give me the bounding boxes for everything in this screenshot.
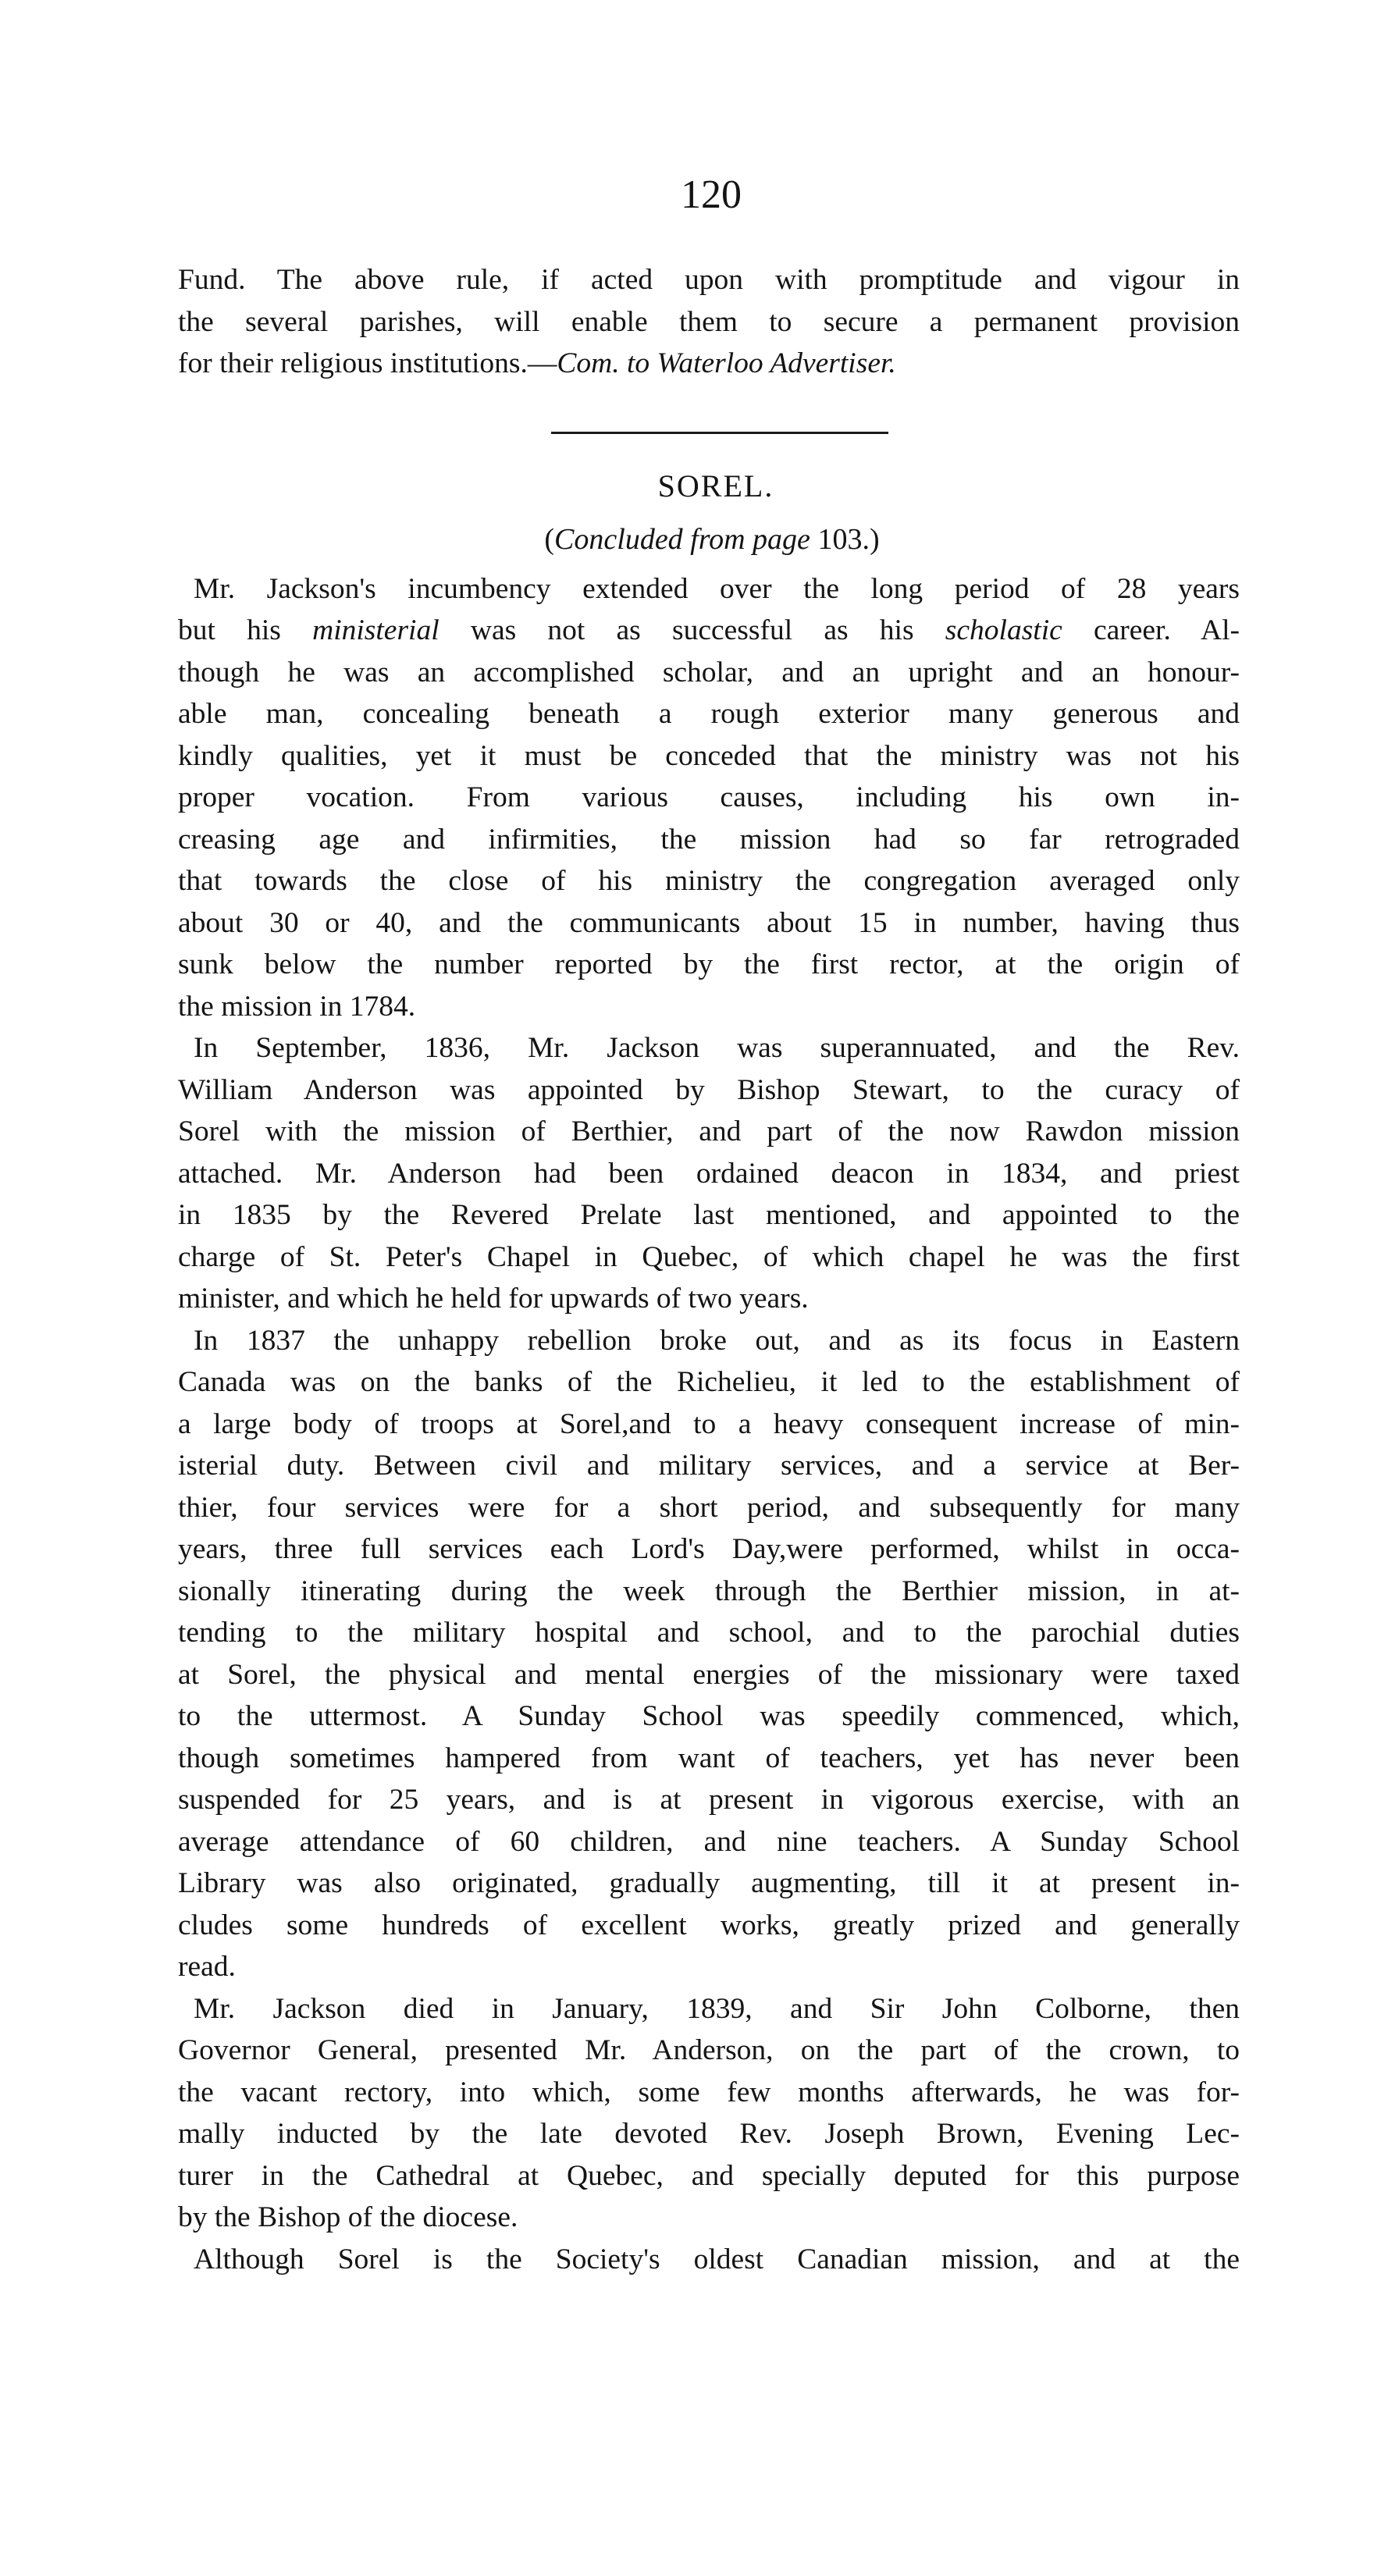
subtitle-page-ref: 103.) [810, 522, 880, 556]
text-line: read. [178, 1951, 236, 1983]
text-line: though he was an accomplished scholar, and an upright and an honour- [178, 656, 1240, 688]
text-line: the several parishes, will enable them to secure a permanent provision [178, 305, 1240, 338]
body-text [178, 568, 1240, 2281]
source-lead-text: for their religious institutions.— [178, 347, 557, 379]
text-line [178, 343, 1240, 385]
text-line: turer in the Cathedral at Quebec, and specially deputed for this purpose [178, 2159, 1240, 2192]
text-line: in 1835 by the Revered Prelate last mentioned, and appointed to the [178, 1199, 1240, 1231]
text-line: suspended for 25 years, and is at present in vigorous exercise, with an [178, 1784, 1240, 1816]
text-line: that towards the close of his ministry the congregation averaged only [178, 865, 1240, 897]
text-line: Although Sorel is the Society's oldest Canadian mission, and at the [194, 2243, 1240, 2275]
book-page [178, 172, 1240, 2280]
text-line: the vacant rectory, into which, some few months afterwards, he was for- [178, 2076, 1240, 2108]
emphasis-text: ministerial [312, 614, 439, 646]
text-line: the mission in 1784. [178, 990, 416, 1023]
text-line: isterial duty. Between civil and military services, and a service at Ber- [178, 1450, 1240, 1482]
text-line: average attendance of 60 children, and nine teachers. A Sunday School [178, 1825, 1240, 1858]
text-line: but his ministerial was not as successful as his scholastic career. Al- [178, 614, 1240, 646]
text-line: sunk below the number reported by the first rector, at the origin of [178, 948, 1240, 980]
paragraph [178, 1027, 1240, 1320]
text-line: cludes some hundreds of excellent works, greatly prized and generally [178, 1909, 1240, 1941]
text-line: mally inducted by the late devoted Rev. Joseph Brown, Evening Lec- [178, 2118, 1240, 2150]
section-subtitle [178, 518, 1240, 560]
source-citation: Com. to Waterloo Advertiser. [557, 347, 896, 379]
text-line: Mr. Jackson died in January, 1839, and Sir John Colborne, then [194, 1992, 1240, 2025]
paragraph [178, 2239, 1240, 2281]
text-line: Library was also originated, gradually augmenting, till it at present in- [178, 1867, 1240, 1899]
text-line: In 1837 the unhappy rebellion broke out, and as its focus in Eastern [194, 1324, 1240, 1357]
emphasis-text: scholastic [945, 614, 1062, 646]
subtitle-paren: ( [544, 522, 555, 556]
text-line: Governor General, presented Mr. Anderson, on the part of the crown, to [178, 2034, 1240, 2066]
text-line: Mr. Jackson's incumbency extended over the long period of 28 years [194, 572, 1240, 605]
paragraph [178, 1320, 1240, 1988]
section-divider [551, 432, 888, 434]
paragraph [178, 568, 1240, 1028]
text-line: about 30 or 40, and the communicants about 15 in number, having thus [178, 906, 1240, 939]
text-line: charge of St. Peter's Chapel in Quebec, of which chapel he was the first [178, 1240, 1240, 1273]
text-line: Canada was on the banks of the Richelieu, it led to the establishment of [178, 1366, 1240, 1398]
text-line: by the Bishop of the diocese. [178, 2201, 518, 2233]
text-line: William Anderson was appointed by Bishop Stewart, to the curacy of [178, 1073, 1240, 1106]
text-line: to the uttermost. A Sunday School was speedily commenced, which, [178, 1700, 1240, 1732]
text-line: sionally itinerating during the week through the Berthier mission, in at- [178, 1574, 1240, 1607]
subtitle-italic: Concluded from page [554, 522, 810, 556]
text-line: Fund. The above rule, if acted upon with promptitude and vigour in [178, 264, 1240, 296]
page-number: 120 [681, 173, 742, 217]
paragraph [178, 1988, 1240, 2239]
text-line: able man, concealing beneath a rough exterior many generous and [178, 698, 1240, 730]
section-title: SOREL. [657, 468, 774, 503]
text-line: creasing age and infirmities, the mission had so far retrograded [178, 823, 1240, 856]
continuation-paragraph [178, 259, 1240, 385]
text-line: tending to the military hospital and school, and to the parochial duties [178, 1617, 1240, 1649]
text-line: Sorel with the mission of Berthier, and part of the now Rawdon mission [178, 1115, 1240, 1147]
text-line: attached. Mr. Anderson had been ordained deacon in 1834, and priest [178, 1157, 1240, 1190]
text-line: minister, and which he held for upwards of two years. [178, 1283, 809, 1315]
text-line: though sometimes hampered from want of teachers, yet has never been [178, 1742, 1240, 1774]
text-line: In September, 1836, Mr. Jackson was superannuated, and the Rev. [194, 1032, 1240, 1064]
text-line: thier, four services were for a short period, and subsequently for many [178, 1491, 1240, 1524]
text-line: years, three full services each Lord's Day,were performed, whilst in occa- [178, 1533, 1240, 1565]
text-line: kindly qualities, yet it must be conceded that the ministry was not his [178, 739, 1240, 772]
text-line: at Sorel, the physical and mental energies of the missionary were taxed [178, 1658, 1240, 1691]
text-line: proper vocation. From various causes, including his own in- [178, 781, 1240, 813]
text-line: a large body of troops at Sorel,and to a heavy consequent increase of min- [178, 1407, 1240, 1440]
